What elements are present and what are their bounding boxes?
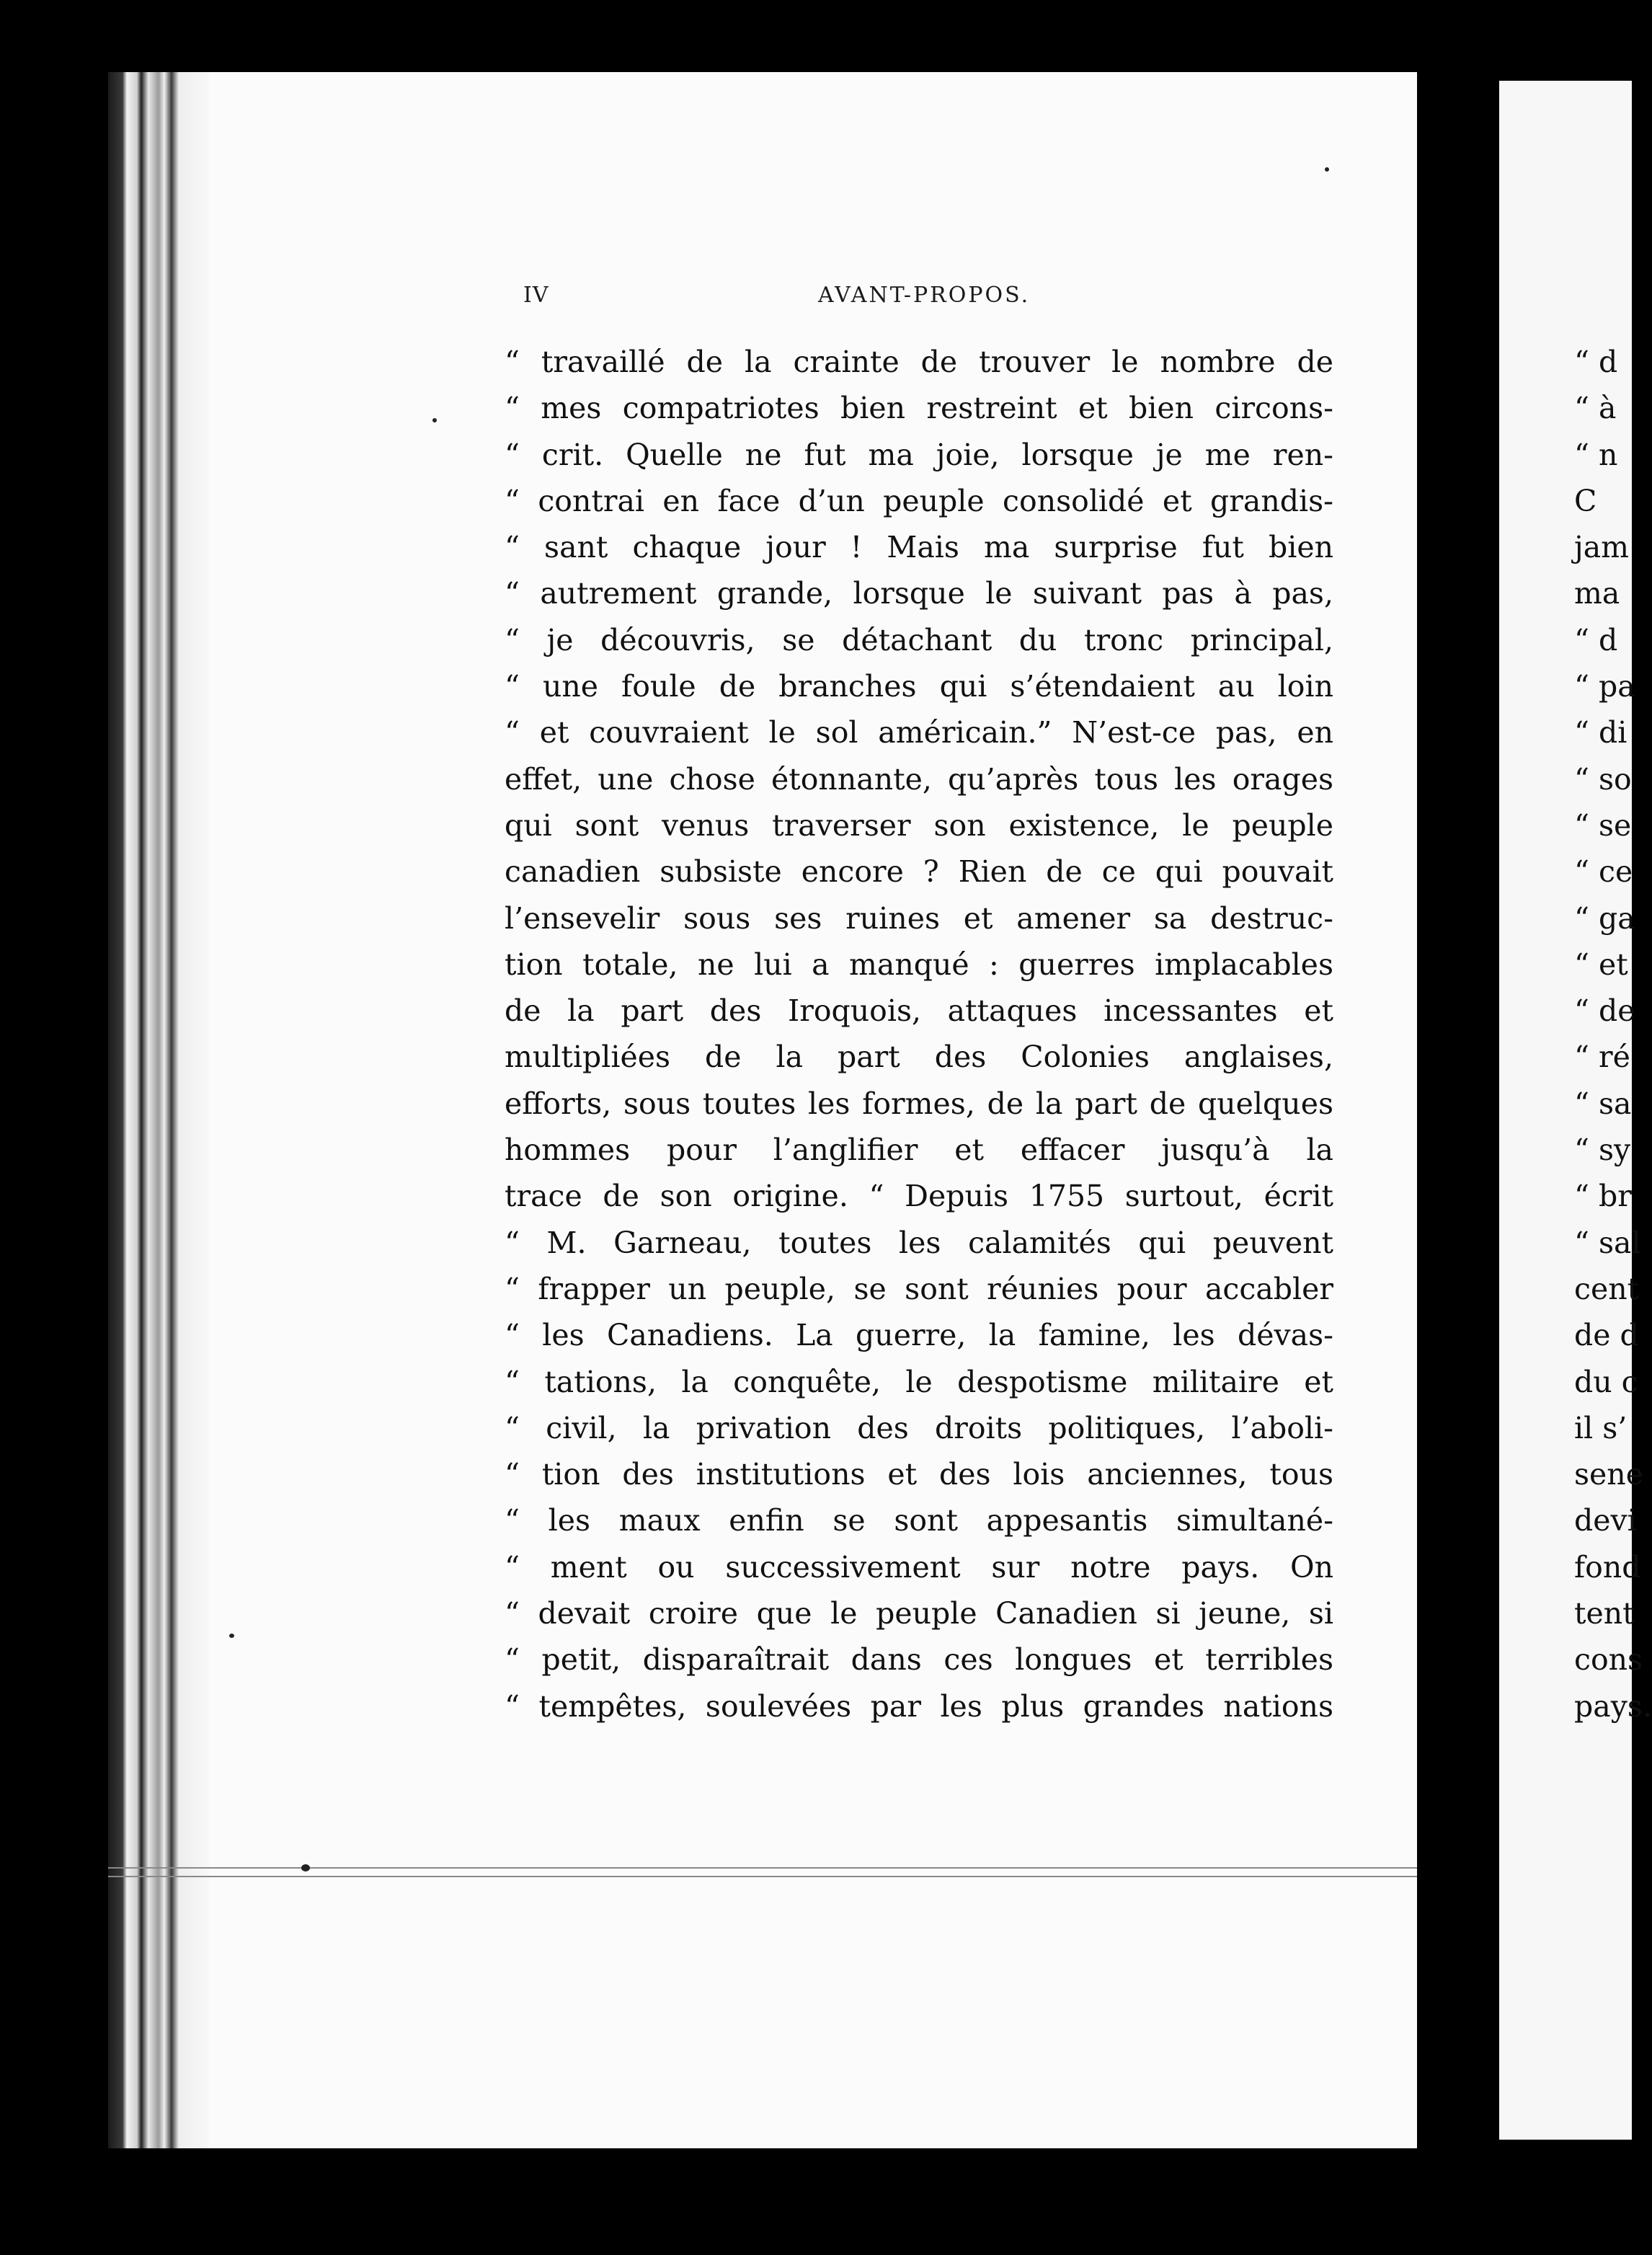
text-line: de la part des Iroquois, attaques incessantes et — [505, 993, 1333, 1029]
text-line: “ les Canadiens. La guerre, la famine, les dévas- — [505, 1318, 1333, 1353]
text-line: l’ensevelir sous ses ruines et amener sa destruc- — [505, 900, 1333, 936]
text-line: “ travaillé de la crainte de trouver le nombre de — [505, 345, 1333, 379]
facing-text-fragment: de d — [1574, 1318, 1639, 1353]
text-line: canadien subsiste encore ? Rien de ce qui pouvait — [505, 854, 1333, 890]
facing-text-fragment: “ br — [1574, 1179, 1632, 1214]
facing-text-fragment: devi — [1574, 1503, 1637, 1538]
text-line: “ M. Garneau, toutes les calamités qui peuvent — [505, 1225, 1333, 1260]
text-line: “ frapper un peuple, se sont réunies pour accabler — [505, 1271, 1333, 1306]
facing-text-fragment: “ pa — [1574, 669, 1635, 704]
facing-text-fragment: sene — [1574, 1457, 1643, 1492]
facing-text-fragment: cent — [1574, 1271, 1640, 1306]
facing-text-fragment: “ à — [1574, 391, 1617, 426]
facing-text-fragment: “ di — [1574, 715, 1627, 750]
facing-text-fragment: “ d — [1574, 345, 1618, 379]
facing-text-fragment: “ et — [1574, 947, 1628, 982]
running-head: AVANT-PROPOS. — [818, 283, 1031, 308]
scan-rule-line — [108, 1876, 1417, 1877]
scan-speck — [229, 1634, 234, 1638]
text-line: “ les maux enfin se sont appesantis simultané- — [505, 1503, 1333, 1538]
facing-text-fragment: “ d — [1574, 622, 1618, 657]
facing-text-fragment: “ so — [1574, 761, 1632, 797]
text-line: tion totale, ne lui a manqué : guerres implacables — [505, 947, 1333, 982]
text-line: hommes pour l’anglifier et effacer jusqu’à la — [505, 1133, 1333, 1168]
facing-text-fragment: il s’ — [1574, 1410, 1627, 1445]
text-line: “ contrai en face d’un peuple consolidé et grandis- — [505, 483, 1333, 518]
text-line: “ une foule de branches qui s’étendaient au loin — [505, 669, 1333, 704]
page-header — [0, 283, 1632, 326]
facing-text-fragment: “ de — [1574, 993, 1635, 1029]
text-line: “ tion des institutions et des lois anciennes, tous — [505, 1457, 1333, 1492]
text-line: “ sant chaque jour ! Mais ma surprise fut bien — [505, 530, 1333, 565]
facing-text-fragment: tent — [1574, 1596, 1635, 1631]
facing-text-fragment: cons — [1574, 1642, 1643, 1678]
text-line: “ tations, la conquête, le despotisme militaire et — [505, 1364, 1333, 1399]
text-line: “ et couvraient le sol américain.” N’est-ce pas, en — [505, 715, 1333, 750]
facing-text-fragment: “ ga — [1574, 900, 1635, 936]
text-line: “ autrement grande, lorsque le suivant pas à pas, — [505, 576, 1333, 611]
text-line: “ crit. Quelle ne fut ma joie, lorsque je me ren- — [505, 437, 1333, 472]
facing-text-fragment: C — [1574, 483, 1597, 518]
facing-text-fragment: ma — [1574, 576, 1620, 611]
facing-text-fragment: pays. — [1574, 1688, 1652, 1724]
facing-text-fragment: “ sy — [1574, 1133, 1631, 1168]
facing-text-fragment: “ n — [1574, 437, 1618, 472]
facing-text-fragment: jam — [1574, 530, 1630, 565]
text-line: effet, une chose étonnante, qu’après tous les orages — [505, 761, 1333, 797]
scan-speck — [1325, 167, 1329, 172]
text-line: “ mes compatriotes bien restreint et bien circons- — [505, 391, 1333, 426]
text-line: efforts, sous toutes les formes, de la part de quelques — [505, 1086, 1333, 1121]
text-line: trace de son origine. “ Depuis 1755 surtout, écrit — [505, 1179, 1333, 1214]
text-line: qui sont venus traverser son existence, le peuple — [505, 807, 1333, 843]
text-line: “ petit, disparaîtrait dans ces longues et terribles — [505, 1642, 1333, 1678]
page-number: IV — [523, 283, 549, 308]
facing-text-fragment: “ sal — [1574, 1225, 1641, 1260]
facing-page-text — [1574, 339, 1652, 1729]
text-line: “ tempêtes, soulevées par les plus grandes nations — [505, 1688, 1333, 1724]
facing-text-fragment: du c — [1574, 1364, 1638, 1399]
facing-text-fragment: “ ce — [1574, 854, 1633, 890]
facing-text-fragment: fond — [1574, 1549, 1641, 1585]
facing-text-fragment: “ ré — [1574, 1040, 1630, 1075]
text-line: “ devait croire que le peuple Canadien si jeune, si — [505, 1596, 1333, 1631]
scan-speck — [432, 418, 437, 422]
text-line: “ civil, la privation des droits politiques, l’aboli- — [505, 1410, 1333, 1445]
text-line: “ je découvris, se détachant du tronc principal, — [505, 622, 1333, 657]
body-text — [505, 339, 1333, 1729]
scan-speck — [301, 1864, 310, 1871]
text-line: “ ment ou successivement sur notre pays. On — [505, 1549, 1333, 1585]
text-line: multipliées de la part des Colonies anglaises, — [505, 1040, 1333, 1075]
facing-text-fragment: “ sa — [1574, 1086, 1632, 1121]
facing-text-fragment: “ se — [1574, 807, 1632, 843]
binding-gutter — [108, 72, 216, 2148]
